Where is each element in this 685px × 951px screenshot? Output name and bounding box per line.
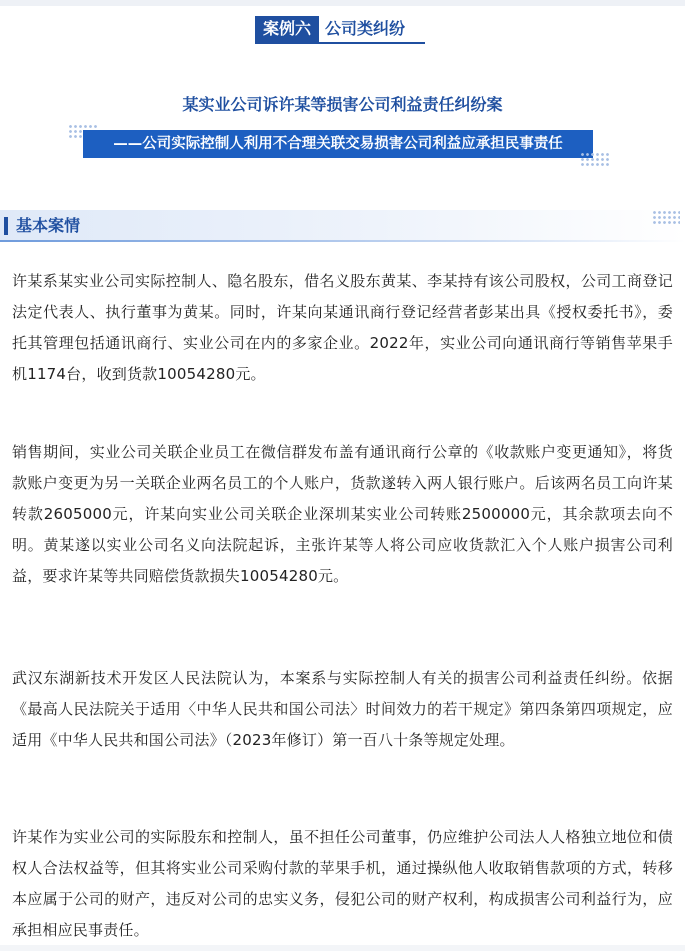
paragraph-4: 许某作为实业公司的实际股东和控制人，虽不担任公司董事，仍应维护公司法人人格独立地位和债权人合法权益等，但其将实业公司采购付款的苹果手机，通过操纵他人收取销售款项的方式，转移本应属于公司的财产，违反对公司的忠实义务，侵犯公司的财产权利，构成损害公司利益行为，应承担相应民事责任。: [12, 828, 673, 939]
paragraph-2: 销售期间，实业公司关联企业员工在微信群发布盖有通讯商行公章的《收款账户变更通知》，将货款账户变更为另一关联企业两名员工的个人账户，货款遂转入两人银行账户。后该两名员工向许某转款2605000元，许某向实业公司关联企业深圳某实业公司转账2500000元，其余款项去向不明。黄某遂以实业公司名义向法院起诉，主张许某等人将公司应收货款汇入个人账户损害公司利益，要求许某等共同赔偿货款损失10054280元。: [12, 443, 673, 585]
case-tag-underline: [255, 42, 425, 44]
paragraph-3: 武汉东湖新技术开发区人民法院认为，本案系与实际控制人有关的损害公司利益责任纠纷。依据《最高人民法院关于适用〈中华人民共和国公司法〉时间效力的若干规定》第四条第四项规定，应适用《中华人民共和国公司法》（2023年修订）第一百八十条等规定处理。: [12, 669, 673, 749]
decorative-dots-right: [580, 152, 610, 166]
bottom-strip: [0, 945, 685, 951]
section-underline: [0, 240, 685, 242]
case-number-badge: 案例六: [255, 16, 319, 42]
section-header: [0, 210, 685, 242]
section-title: 基本案情: [16, 216, 81, 235]
top-strip: [0, 0, 685, 6]
case-subtitle: ——公司实际控制人利用不合理关联交易损害公司利益应承担民事责任: [83, 130, 593, 158]
case-category-label: 公司类纠纷: [325, 19, 406, 38]
paragraph-1: 许某系某实业公司实际控制人、隐名股东，借名义股东黄某、李某持有该公司股权，公司工商登记法定代表人、执行董事为黄某。同时，许某向某通讯商行登记经营者彭某出具《授权委托书》，委托其管理包括通讯商行、实业公司在内的多家企业。2022年，实业公司向通讯商行等销售苹果手机1174台，收到货款10054280元。: [12, 272, 673, 383]
case-tag: [255, 16, 411, 42]
decorative-dots-section: [652, 210, 680, 226]
case-title: 某实业公司诉许某等损害公司利益责任纠纷案: [182, 95, 503, 114]
section-accent-bar: [4, 217, 8, 235]
